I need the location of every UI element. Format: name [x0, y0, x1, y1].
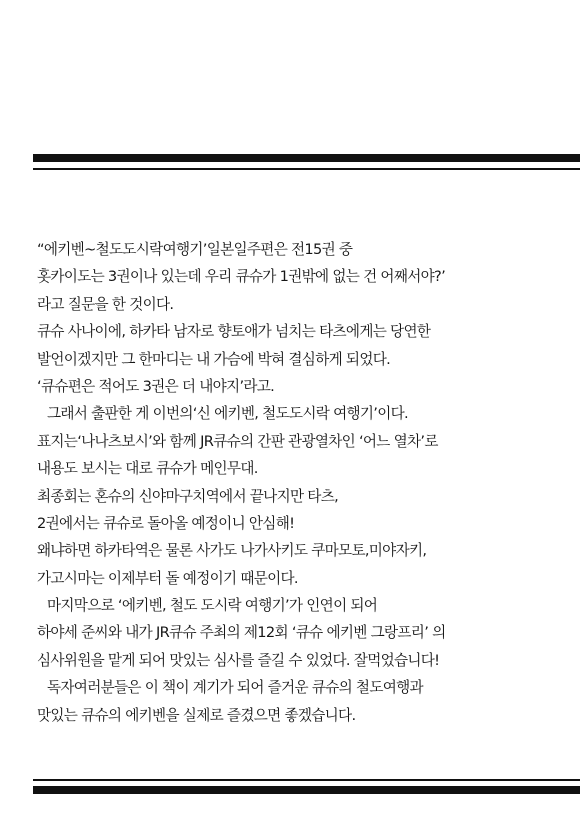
text-line-14: 마지막으로 ‘에키벤, 철도 도시락 여행기’가 인연이 되어	[47, 597, 378, 615]
text-line-12: 왜냐하면 하카타역은 물론 사가도 나가사키도 쿠마모토,미야자키,	[37, 542, 427, 560]
text-line-7: 그래서 출판한 게 이번의‘신 에키벤, 철도도시락 여행기’이다.	[47, 405, 408, 423]
text-line-6: ‘큐슈편은 적어도 3권은 더 내야지’라고.	[37, 377, 275, 395]
text-line-15: 하야세 준씨와 내가 JR큐슈 주최의 제12회 ‘큐슈 에키벤 그랑프리’ 의	[37, 624, 446, 642]
bottom-thick-rule	[33, 786, 580, 794]
text-line-4: 큐슈 사나이에, 하카타 남자로 향토애가 넘치는 타츠에게는 당연한	[37, 323, 431, 341]
text-line-5: 발언이겠지만 그 한마디는 내 가슴에 박혀 결심하게 되었다.	[37, 350, 391, 368]
text-line-2: 홋카이도는 3권이나 있는데 우리 큐슈가 1권밖에 없는 건 어째서야?’	[37, 268, 446, 286]
text-line-8: 표지는‘나나츠보시’와 함께 JR큐슈의 간판 관광열차인 ‘어느 열차’로	[37, 432, 438, 450]
afterword-text	[37, 236, 573, 729]
top-thick-rule	[33, 154, 580, 162]
text-line-17: 독자여러분들은 이 책이 계기가 되어 즐거운 큐슈의 철도여행과	[47, 679, 423, 697]
text-line-10: 최종회는 혼슈의 신야마구치역에서 끝나지만 타츠,	[37, 487, 339, 505]
text-line-13: 가고시마는 이제부터 돌 예정이기 때문이다.	[37, 569, 298, 587]
text-line-9: 내용도 보시는 대로 큐슈가 메인무대.	[37, 460, 258, 478]
bottom-thin-rule	[33, 779, 580, 781]
text-line-3: 라고 질문을 한 것이다.	[37, 295, 174, 313]
text-line-11: 2권에서는 큐슈로 돌아올 예정이니 안심해!	[37, 514, 295, 532]
top-thin-rule	[33, 168, 580, 170]
text-line-16: 심사위원을 맡게 되어 맛있는 심사를 즐길 수 있었다. 잘먹었습니다!	[37, 651, 440, 669]
text-line-18: 맛있는 큐슈의 에키벤을 실제로 즐겼으면 좋겠습니다.	[37, 706, 356, 724]
text-line-1: “에키벤~철도도시락여행기’일본일주편은 전15권 중	[37, 241, 353, 258]
